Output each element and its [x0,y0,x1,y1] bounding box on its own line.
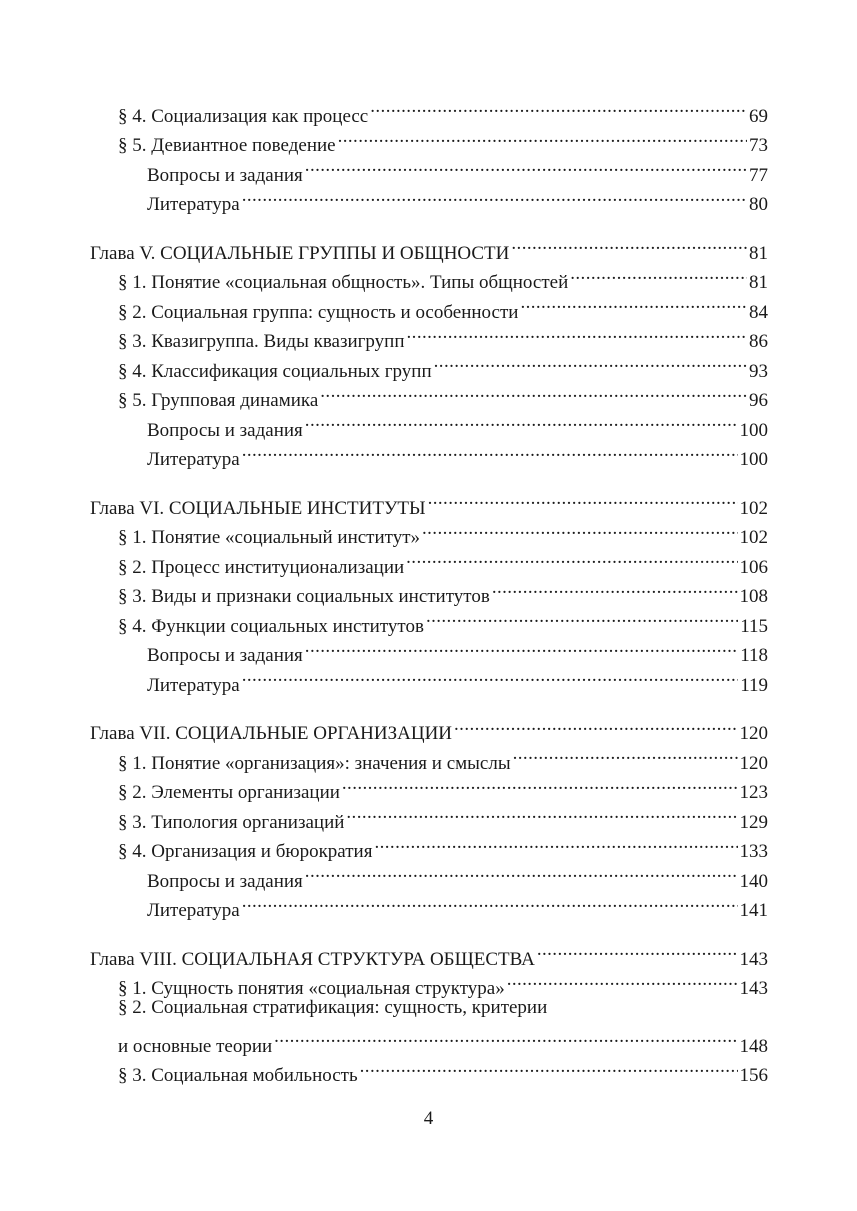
toc-entry[interactable]: Вопросы и задания ..... 140 [90,857,768,887]
chapter-5 [90,229,768,470]
toc-entry[interactable]: Литература ..... 141 [90,887,768,917]
toc-entry[interactable]: § 1. Сущность понятия «социальная структура» ..... 143 [90,965,768,995]
toc-entry[interactable]: § 4. Функции социальных институтов ..... 115 [90,602,768,632]
dot-leader [305,632,738,662]
toc-entry[interactable]: § 3. Квазигруппа. Виды квазигрупп ..... 86 [90,318,768,348]
toc-entry[interactable]: § 1. Понятие «организация»: значения и смыслы ..... 120 [90,739,768,769]
chapter-7 [90,710,768,921]
toc-entry-line2: и основные теории ..... 148 [90,1022,768,1052]
dot-leader [406,543,737,573]
dot-leader [511,229,747,259]
dot-leader [242,436,738,466]
dot-leader [360,1052,738,1082]
toc-entry[interactable]: § 2. Элементы организации ..... 123 [90,769,768,799]
dot-leader [492,573,738,603]
dot-leader [422,514,738,544]
dot-leader [454,710,737,740]
dot-leader [507,965,738,995]
toc-entry[interactable]: Литература ..... 100 [90,436,768,466]
chapter-heading[interactable]: Глава V. СОЦИАЛЬНЫЕ ГРУППЫ И ОБЩНОСТИ ..... 81 [90,229,768,259]
dot-leader [520,288,747,318]
dot-leader [242,661,738,691]
toc-entry[interactable]: § 5. Девиантное поведение ..... 73 [90,122,768,152]
toc-entry[interactable]: § 4. Социализация как процесс ..... 69 [90,92,768,122]
dot-leader [342,769,738,799]
toc-entry[interactable]: Литература ..... 80 [90,181,768,211]
dot-leader [320,377,747,407]
dot-leader [426,602,738,632]
toc-entry[interactable]: Вопросы и задания ..... 100 [90,406,768,436]
dot-leader [274,1022,737,1052]
dot-leader [305,857,738,887]
table-of-contents [90,92,768,1100]
chapter-8 [90,935,768,1086]
dot-leader [428,484,738,514]
dot-leader [370,92,747,122]
toc-entry[interactable]: § 5. Групповая динамика ..... 96 [90,377,768,407]
toc-entry[interactable]: § 1. Понятие «социальная общность». Типы общностей ..... 81 [90,259,768,289]
chapter-6 [90,484,768,696]
toc-entry[interactable]: § 1. Понятие «социальный институт» ..... 102 [90,514,768,544]
dot-leader [434,347,747,377]
dot-leader [513,739,738,769]
dot-leader [305,151,747,181]
dot-leader [537,935,738,965]
page-number: 4 [423,1108,434,1129]
toc-entry[interactable]: § 2. Процесс институционализации ..... 106 [90,543,768,573]
toc-entry[interactable]: Вопросы и задания ..... 77 [90,151,768,181]
chapter-heading[interactable]: Глава VII. СОЦИАЛЬНЫЕ ОРГАНИЗАЦИИ ..... 120 [90,710,768,740]
dot-leader [242,887,738,917]
toc-entry[interactable]: § 2. Социальная группа: сущность и особенности ..... 84 [90,288,768,318]
dot-leader [305,406,738,436]
toc-entry-line1: § 2. Социальная стратификация: сущность, критерии [118,997,548,1018]
dot-leader [242,181,747,211]
chapter-heading[interactable]: Глава VI. СОЦИАЛЬНЫЕ ИНСТИТУТЫ ..... 102 [90,484,768,514]
dot-leader [338,122,747,152]
dot-leader [346,798,737,828]
dot-leader [570,259,747,289]
dot-leader [374,828,737,858]
toc-entry[interactable]: § 3. Виды и признаки социальных институтов ..... 108 [90,573,768,603]
chapter-heading[interactable]: Глава VIII. СОЦИАЛЬНАЯ СТРУКТУРА ОБЩЕСТВА ..... 143 [90,935,768,965]
toc-entry-multiline[interactable] [90,994,768,1057]
previous-chapter-tail [90,92,768,215]
toc-entry[interactable]: § 3. Социальная мобильность ..... 156 [90,1052,768,1082]
toc-entry[interactable]: Литература ..... 119 [90,661,768,691]
toc-entry[interactable]: § 3. Типология организаций ..... 129 [90,798,768,828]
toc-entry[interactable]: § 4. Классификация социальных групп ..... 93 [90,347,768,377]
toc-entry[interactable]: § 4. Организация и бюрократия ..... 133 [90,828,768,858]
dot-leader [407,318,747,348]
toc-entry[interactable]: Вопросы и задания ..... 118 [90,632,768,662]
